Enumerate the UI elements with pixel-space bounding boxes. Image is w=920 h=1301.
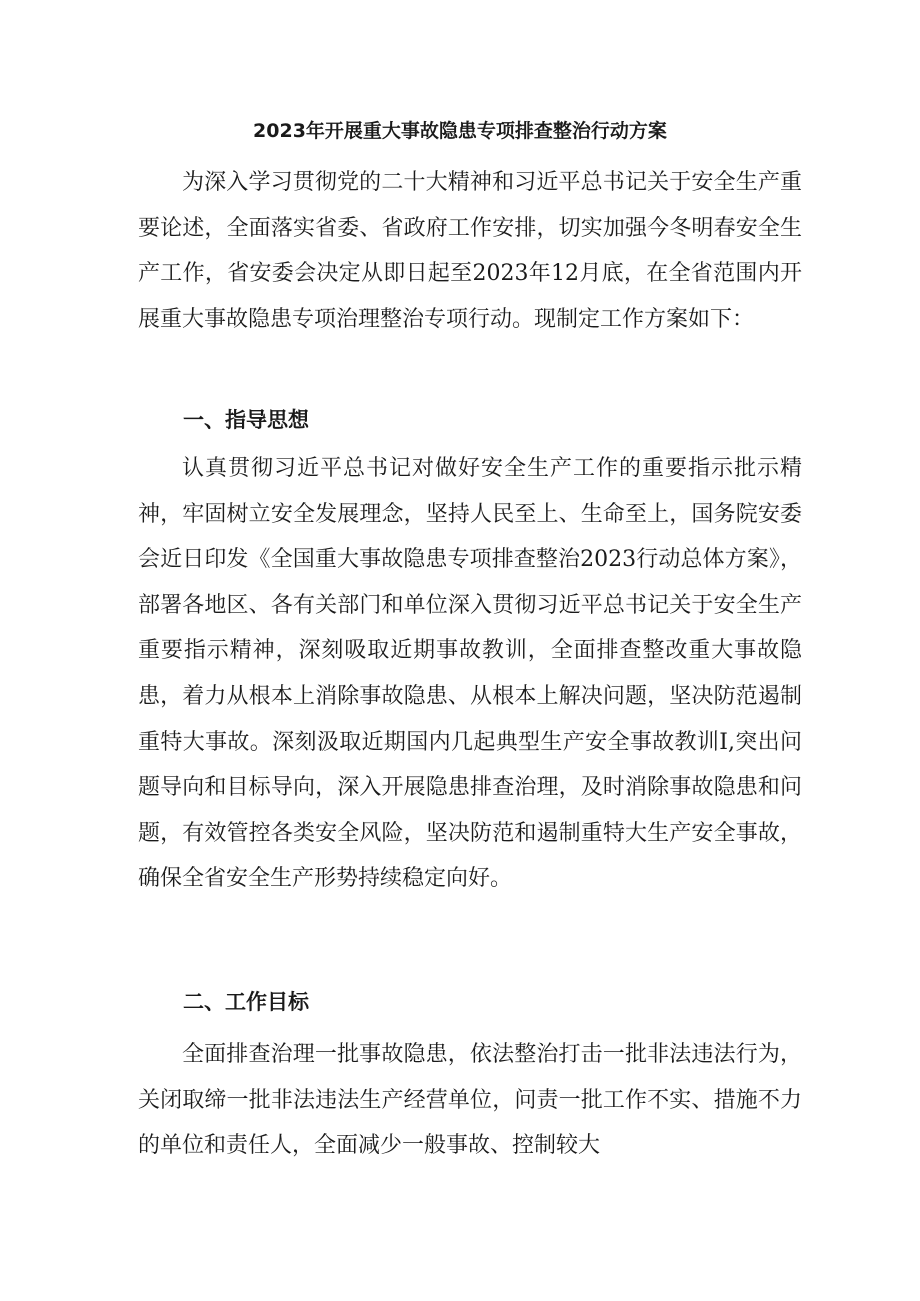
intro-paragraph: 为深入学习贯彻党的二十大精神和习近平总书记关于安全生产重要论述，全面落实省委、省政府工作安排，切实加强今冬明春安全生产工作，省安委会决定从即日起至2023年12月底，在全省范围内开展重大事故隐患专项治理整治专项行动。现制定工作方案如下： <box>138 170 802 332</box>
document-title: 2023年开展重大事故隐患专项排查整治行动方案 <box>253 120 667 142</box>
section-heading-work-goals: 二、工作目标 <box>183 990 309 1014</box>
section-heading-guiding-ideology: 一、指导思想 <box>183 408 309 432</box>
work-goals-paragraph: 全面排查治理一批事故隐患，依法整治打击一批非法违法行为，关闭取缔一批非法违法生产经营单位，问责一批工作不实、措施不力的单位和责任人，全面减少一般事故、控制较大 <box>138 1042 802 1159</box>
guiding-ideology-paragraph: 认真贯彻习近平总书记对做好安全生产工作的重要指示批示精神，牢固树立安全发展理念，坚持人民至上、生命至上，国务院安委会近日印发《全国重大事故隐患专项排查整治2023行动总体方案》，部署各地区、各有关部门和单位深入贯彻习近平总书记关于安全生产重要指示精神，深刻吸取近期事故教训，全面排查整改重大事故隐患，着力从根本上消除事故隐患、从根本上解决问题，坚决防范遏制重特大事故。深刻汲取近期国内几起典型生产安全事故教训I,突出问题导向和目标导向，深入开展隐患排查治理，及时消除事故隐患和问题，有效管控各类安全风险，坚决防范和遏制重特大生产安全事故，确保全省安全生产形势持续稳定向好。 <box>138 456 802 892</box>
